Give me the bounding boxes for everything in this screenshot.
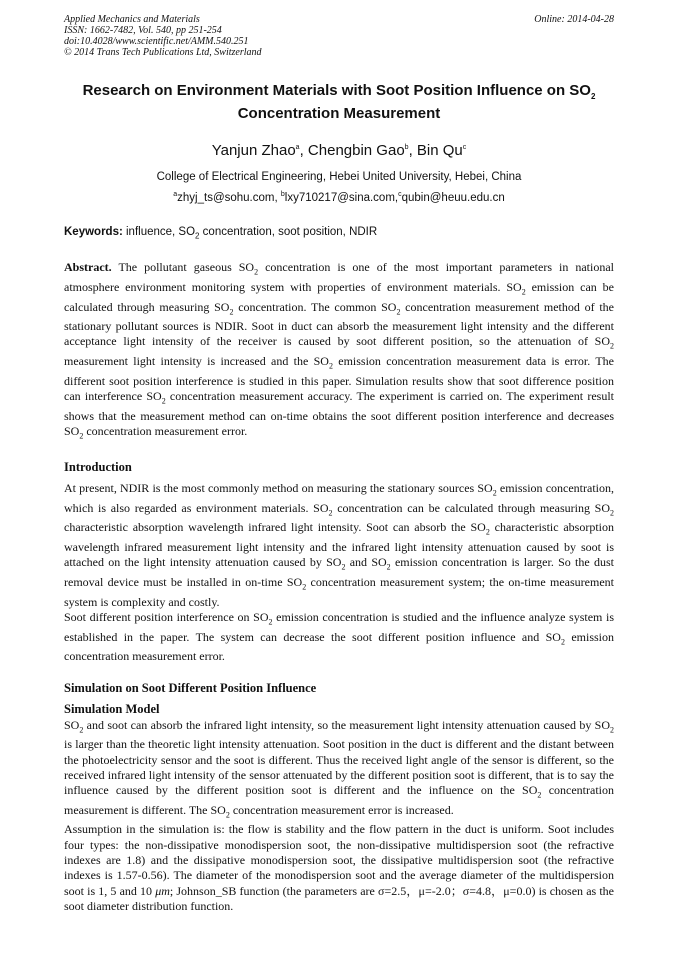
paper-page bbox=[64, 14, 614, 914]
keywords-label: Keywords: bbox=[64, 225, 123, 238]
introduction-paragraph-1: At present, NDIR is the most commonly method on measuring the stationary sources $SO_2$ emission concentration, which is also regarded as environment materials. $SO_2$ concentration can be calculated through measuring $SO_2$ characteristic absorption wavelength infrared light intensity. Soot can absorb the $SO_2$ characteristic absorption wavelength infrared measurement light intensity and the infrared light intensity attenuation caused by soot is attached on the light intensity attenuation caused by $SO_2$ and $SO_2$ emission concentration is larger. So the dust removal device must be installed in on-time $SO_2$ concentration measurement system; the on-time measurement system is complexity and costly. bbox=[64, 480, 615, 609]
author-name: Chengbin Gao bbox=[307, 142, 405, 159]
affiliation: College of Electrical Engineering, Hebei United University, Hebei, China bbox=[156, 171, 522, 183]
abstract-label: Abstract. bbox=[64, 260, 112, 275]
author-name: Yanjun Zhao bbox=[211, 142, 296, 159]
simulation-paragraph-2: Assumption in the simulation is: the flow is stability and the flow pattern in the duct is uniform. Soot includes four types: the non-dissipative monodispersion soot, the non-dissipative multidispersion soot (the refractive indexes are 1.8) and the dissipative monodispersion soot, the dissipative multidispersion soot (the refractive indexes is 1.57-0.56). The diameter of the monodispersion soot and the average diameter of the multidispersion soot is 1, 5 and 10 μm; Johnson_SB function (the parameters are σ=2.5，μ=-2.0；σ=4.8，μ=0.0) is chosen as the soot diameter distribution function. bbox=[64, 822, 614, 913]
simulation-paragraph-1: $SO_2$ and soot can absorb the infrared light intensity, so the measurement light intensity attenuation caused by $SO_2$ is larger than the theoretic light intensity attenuation. Soot position in the duct is different and the distant between the photoelectricity sensor and the soot is different. Thus the received light angle of the sensor is different, so the received infrared light intensity of the sensor attenuated by the different position soot is different, that is to say the influence caused by the different position soot is different and the influence on the $SO_2$ concentration measurement is different. The $SO_2$ concentration measurement error is increased. bbox=[64, 717, 614, 820]
journal-header bbox=[64, 14, 614, 66]
author-list: Yanjun Zhao$^a$, Chengbin Gao$^b$, Bin Qu$^c$ bbox=[211, 142, 467, 159]
introduction-paragraph-2: Soot different position interference on $SO_2$ emission concentration is studied and the influence analyze system is established in the paper. The system can decrease the soot different position influence and $SO_2$ emission concentration measurement error. bbox=[64, 609, 614, 664]
section-heading-introduction: Introduction bbox=[64, 459, 132, 474]
email-link[interactable]: lxy710217@sina.com, bbox=[284, 191, 399, 204]
paper-title: Research on Environment Materials with Soot Position Influence on $SO_2$ Concentration Measurement bbox=[82, 82, 596, 122]
journal-name: Applied Mechanics and Materials bbox=[64, 14, 200, 25]
abstract-paragraph: Abstract. The pollutant gaseous $SO_2$ concentration is one of the most important parameters in national atmosphere environment monitoring system with properties of environment materials. $SO_2$ emission can be calculated through measuring $SO_2$ concentration. The common $SO_2$ concentration measurement method of the stationary pollutant sources is NDIR. Soot in duct can absorb the measurement light intensity and the different acceptance light intensity of the receiver is caused by soot different position, so the attenuation of $SO_2$ measurement light intensity is increased and the $SO_2$ emission concentration measurement data is error. The different soot position interference is studied in this paper. Simulation results show that soot difference position can interference $SO_2$ concentration measurement accuracy. The experiment is carried on. The experiment result shows that the measurement method can on-time obtains the soot different position interference and decreases $SO_2$ concentration measurement error. bbox=[64, 260, 614, 441]
section-heading-simulation: Simulation on Soot Different Position Influence bbox=[64, 680, 317, 695]
online-date: Online: 2014-04-28 bbox=[534, 14, 614, 25]
subsection-heading-simulation-model: Simulation Model bbox=[64, 701, 160, 716]
copyright-line: © 2014 Trans Tech Publications Ltd, Switzerland bbox=[64, 47, 262, 58]
email-link[interactable]: qubin@heuu.edu.cn bbox=[401, 191, 505, 204]
keywords: Keywords: influence, $SO_2$ concentration, soot position, NDIR bbox=[64, 225, 378, 241]
author-emails: $^a$zhyj_ts@sohu.com, $^b$lxy710217@sina.com,$^c$qubin@heuu.edu.cn bbox=[173, 191, 505, 204]
issn-line: ISSN: 1662-7482, Vol. 540, pp 251-254 bbox=[64, 25, 222, 36]
email-link[interactable]: zhyj_ts@sohu.com, bbox=[177, 191, 281, 204]
doi-line[interactable]: doi:10.4028/www.scientific.net/AMM.540.251 bbox=[64, 36, 249, 47]
author-name: Bin Qu bbox=[416, 142, 463, 159]
